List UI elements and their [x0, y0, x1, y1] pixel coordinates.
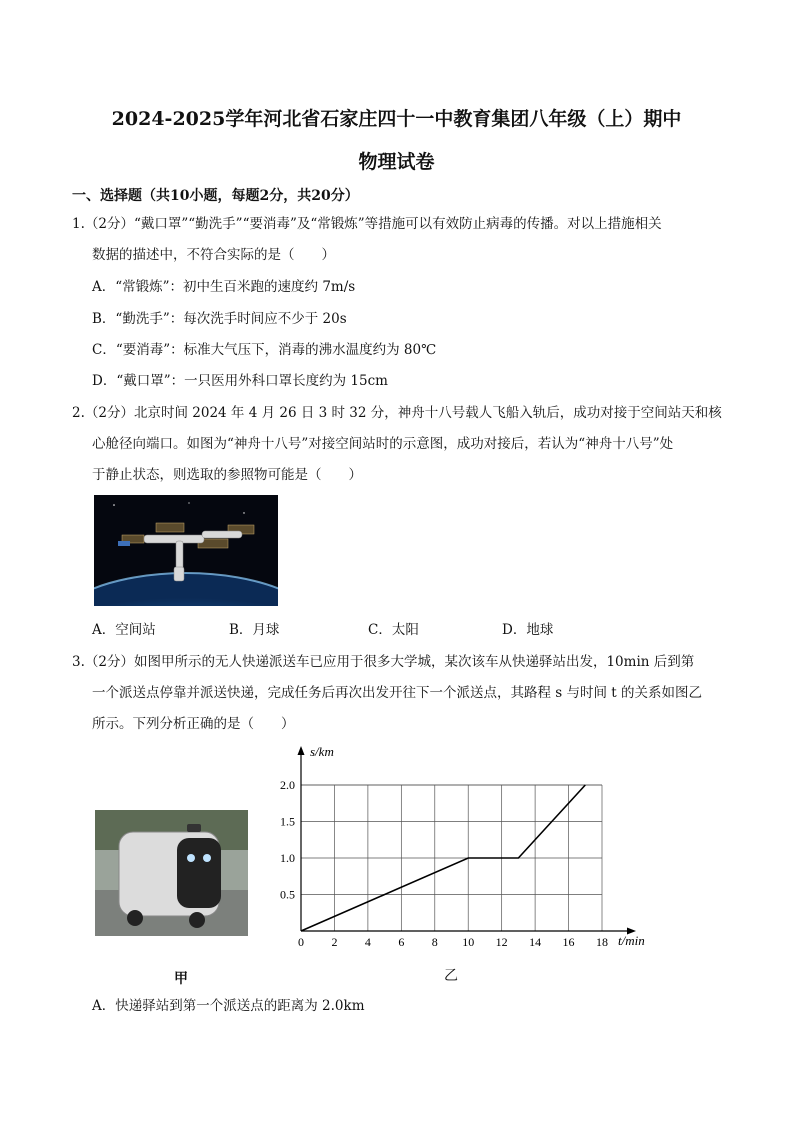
x-tick-label: 2	[331, 935, 338, 949]
y-tick-label: 0.5	[280, 887, 295, 902]
q2-stem-line3: 于静止状态，则选取的参照物可能是（ ）	[92, 467, 362, 483]
x-tick-label: 8	[431, 935, 438, 949]
x-tick-label: 14	[529, 935, 542, 949]
q1-option-b: B．“勤洗手”：每次洗手时间应不少于 20s	[92, 311, 347, 327]
section-header: 一、选择题（共10小题，每题2分，共20分）	[72, 188, 359, 204]
x-tick-label: 12	[495, 935, 508, 949]
x-axis-label: t/min	[618, 933, 645, 948]
caption-yi: 乙	[444, 968, 458, 984]
x-tick-label: 16	[562, 935, 575, 949]
q2-option-b: B．月球	[229, 622, 280, 638]
q1-stem-line1: 1.（2分）“戴口罩”“勤洗手”“要消毒”及“常锻炼”等措施可以有效防止病毒的传播。对以上措施相关	[72, 216, 662, 232]
q2-stem-line2: 心舱径向端口。如图为“神舟十八号”对接空间站时的示意图，成功对接后，若认为“神舟十八号”处	[92, 436, 674, 452]
q2-option-d: D．地球	[502, 622, 554, 638]
caption-jia: 甲	[174, 971, 188, 987]
y-tick-label: 2.0	[280, 778, 295, 792]
y-tick-label: 1.0	[280, 851, 295, 865]
x-tick-label: 4	[364, 935, 371, 949]
q1-stem-line2: 数据的描述中，不符合实际的是（ ）	[92, 247, 335, 263]
q2-option-c: C．太阳	[368, 622, 419, 638]
exam-title-line2: 物理试卷	[358, 151, 435, 173]
q2-option-a: A．空间站	[92, 622, 156, 638]
q1-option-a: A．“常锻炼”：初中生百米跑的速度约 7m/s	[92, 279, 356, 295]
exam-title-line1: 2024-2025学年河北省石家庄四十一中教育集团八年级（上）期中	[111, 108, 682, 130]
s-t-chart	[270, 738, 670, 968]
q1-option-d: D．“戴口罩”：一只医用外科口罩长度约为 15cm	[92, 373, 388, 389]
q3-stem-line1: 3.（2分）如图甲所示的无人快递派送车已应用于很多大学城，某次该车从快递驿站出发，10min 后到第	[72, 654, 695, 670]
x-tick-label: 0	[298, 935, 304, 949]
q1-option-c: C．“要消毒”：标准大气压下，消毒的沸水温度约为 80℃	[92, 342, 437, 358]
q3-stem-line2: 一个派送点停靠并派送快递，完成任务后再次出发开往下一个派送点，其路程 s 与时间 t 的关系如图乙	[92, 685, 703, 701]
q3-stem-line3: 所示。下列分析正确的是（ ）	[92, 716, 295, 732]
q3-option-a: A．快递驿站到第一个派送点的距离为 2.0km	[92, 998, 365, 1014]
y-axis-label: s/km	[310, 744, 334, 759]
delivery-vehicle-image	[95, 810, 248, 936]
x-tick-label: 6	[398, 935, 405, 949]
y-axis-arrow	[298, 746, 305, 755]
y-tick-label: 1.5	[280, 814, 295, 829]
x-tick-label: 10	[462, 935, 475, 949]
x-tick-label: 18	[596, 935, 608, 949]
space-station-image	[94, 495, 278, 606]
q2-stem-line1: 2.（2分）北京时间 2024 年 4 月 26 日 3 时 32 分，神舟十八号载人飞船入轨后，成功对接于空间站天和核	[72, 405, 722, 421]
